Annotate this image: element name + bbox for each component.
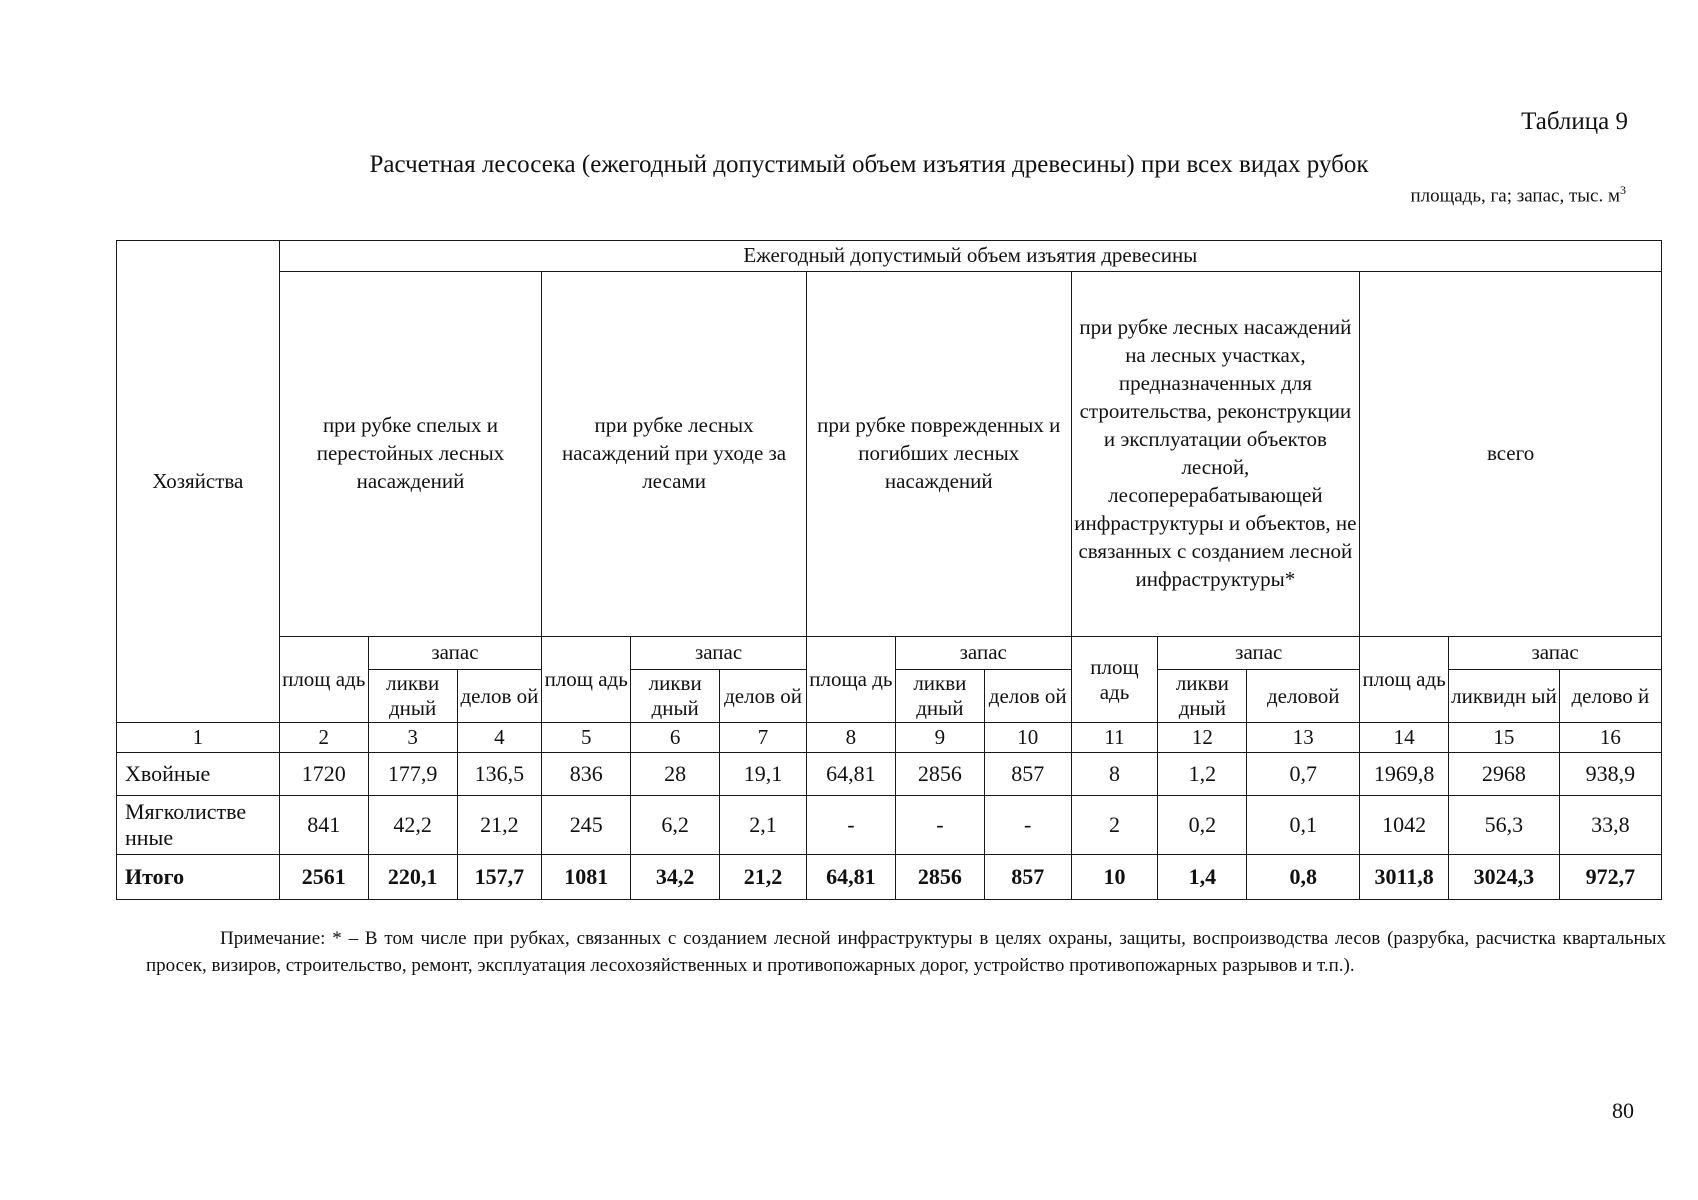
header-row-top	[117, 241, 1662, 272]
table-label: Таблица 9	[1521, 108, 1628, 135]
table-cell: 56,3	[1449, 796, 1560, 855]
header-stock: запас	[1449, 637, 1662, 670]
table-cell: 0,7	[1247, 753, 1360, 796]
header-group-total: всего	[1360, 272, 1662, 637]
table-cell: 972,7	[1559, 855, 1661, 900]
table-cell: -	[984, 796, 1071, 855]
column-number: 16	[1559, 723, 1661, 753]
column-numbers-row	[117, 723, 1662, 753]
header-stock: запас	[1158, 637, 1360, 670]
table-cell: 136,5	[457, 753, 542, 796]
column-number: 10	[984, 723, 1071, 753]
footnote: Примечание: * – В том числе при рубках, связанных с созданием лесной инфраструктуры в целях охраны, защиты, воспроизводства лесов (разрубка, расчистка квартальных просек, визиров, строительство, ремонт, эксплуатация лесохозяйственных и противопожарных дорог, устройство противопожарных разрывов и т.п.).	[146, 928, 1666, 976]
header-area: площ адь	[1360, 637, 1449, 723]
table-row-conifers	[117, 753, 1662, 796]
page-number: 80	[1612, 1098, 1634, 1123]
header-group-infrastructure: при рубке лесных насаждений на лесных участках, предназначенных для строительства, реконструкции и эксплуатации объектов лесной, лесоперерабатывающей инфраструктуры и объектов, не связанных с созданием лесной инфраструктуры*	[1071, 272, 1360, 637]
row-name: Хвойные	[117, 753, 280, 796]
forest-cutting-table	[116, 240, 1662, 900]
table-cell: 220,1	[368, 855, 457, 900]
header-annual-volume: Ежегодный допустимый объем изъятия древесины	[279, 241, 1661, 272]
table-cell: 8	[1071, 753, 1158, 796]
column-number: 8	[806, 723, 895, 753]
table-cell: 21,2	[457, 796, 542, 855]
table-cell: 21,2	[720, 855, 807, 900]
table-cell: 1,2	[1158, 753, 1247, 796]
table-cell: -	[806, 796, 895, 855]
header-stock: запас	[631, 637, 807, 670]
row-name: Мягколистве нные	[117, 796, 280, 855]
table-cell: 0,2	[1158, 796, 1247, 855]
table-row-total	[117, 855, 1662, 900]
header-group-care: при рубке лесных насаждений при уходе за лесами	[542, 272, 807, 637]
table-cell: 1720	[279, 753, 368, 796]
column-number: 3	[368, 723, 457, 753]
column-number: 13	[1247, 723, 1360, 753]
header-row-groups	[117, 272, 1662, 637]
header-area: площ адь	[279, 637, 368, 723]
table-cell: 0,1	[1247, 796, 1360, 855]
table-cell: 64,81	[806, 753, 895, 796]
table-cell: 3011,8	[1360, 855, 1449, 900]
column-number: 12	[1158, 723, 1247, 753]
table-cell: 2856	[895, 753, 984, 796]
column-number: 11	[1071, 723, 1158, 753]
table-cell: 6,2	[631, 796, 720, 855]
header-group-mature: при рубке спелых и перестойных лесных насаждений	[279, 272, 542, 637]
header-area: площ адь	[1071, 637, 1158, 723]
header-area: площа дь	[806, 637, 895, 723]
header-group-damaged: при рубке поврежденных и погибших лесных насаждений	[806, 272, 1071, 637]
table-cell: 33,8	[1559, 796, 1661, 855]
table-row-softwood	[117, 796, 1662, 855]
units-text: площадь, га; запас, тыс. м	[1410, 185, 1620, 207]
table-cell: 1969,8	[1360, 753, 1449, 796]
header-business: делов ой	[984, 670, 1071, 723]
header-business: деловой	[1247, 670, 1360, 723]
row-name: Итого	[117, 855, 280, 900]
table-cell: 177,9	[368, 753, 457, 796]
column-number: 5	[542, 723, 631, 753]
table-cell: 2856	[895, 855, 984, 900]
table-cell: 245	[542, 796, 631, 855]
table-cell: 857	[984, 753, 1071, 796]
table-cell: 10	[1071, 855, 1158, 900]
header-area: площ адь	[542, 637, 631, 723]
table-cell: 1,4	[1158, 855, 1247, 900]
column-number: 9	[895, 723, 984, 753]
table-cell: 2968	[1449, 753, 1560, 796]
header-business: делов ой	[720, 670, 807, 723]
table-cell: 64,81	[806, 855, 895, 900]
table-cell: 2561	[279, 855, 368, 900]
table-cell: 938,9	[1559, 753, 1661, 796]
table-cell: 34,2	[631, 855, 720, 900]
header-business: делов ой	[457, 670, 542, 723]
table-cell: 28	[631, 753, 720, 796]
table-cell: 42,2	[368, 796, 457, 855]
header-row-sub	[117, 637, 1662, 670]
header-farm: Хозяйства	[117, 241, 280, 723]
units-superscript: 3	[1620, 183, 1626, 197]
table-cell: 841	[279, 796, 368, 855]
table-cell: -	[895, 796, 984, 855]
table-cell: 836	[542, 753, 631, 796]
table-cell: 2,1	[720, 796, 807, 855]
table-cell: 3024,3	[1449, 855, 1560, 900]
column-number: 7	[720, 723, 807, 753]
table-cell: 1081	[542, 855, 631, 900]
column-number: 6	[631, 723, 720, 753]
header-liquid: ликвидн ый	[1449, 670, 1560, 723]
header-stock: запас	[368, 637, 542, 670]
table-cell: 157,7	[457, 855, 542, 900]
column-number: 14	[1360, 723, 1449, 753]
table-cell: 19,1	[720, 753, 807, 796]
document-title: Расчетная лесосека (ежегодный допустимый объем изъятия древесины) при всех видах рубок	[369, 151, 1369, 178]
units-caption	[1410, 183, 1626, 207]
table-cell: 857	[984, 855, 1071, 900]
header-business: делово й	[1559, 670, 1661, 723]
header-liquid: ликви дный	[1158, 670, 1247, 723]
table-cell: 1042	[1360, 796, 1449, 855]
column-number: 15	[1449, 723, 1560, 753]
header-liquid: ликви дный	[895, 670, 984, 723]
header-liquid: ликви дный	[368, 670, 457, 723]
header-liquid: ликви дный	[631, 670, 720, 723]
table-cell: 2	[1071, 796, 1158, 855]
column-number: 1	[117, 723, 280, 753]
header-stock: запас	[895, 637, 1071, 670]
table-cell: 0,8	[1247, 855, 1360, 900]
column-number: 2	[279, 723, 368, 753]
column-number: 4	[457, 723, 542, 753]
